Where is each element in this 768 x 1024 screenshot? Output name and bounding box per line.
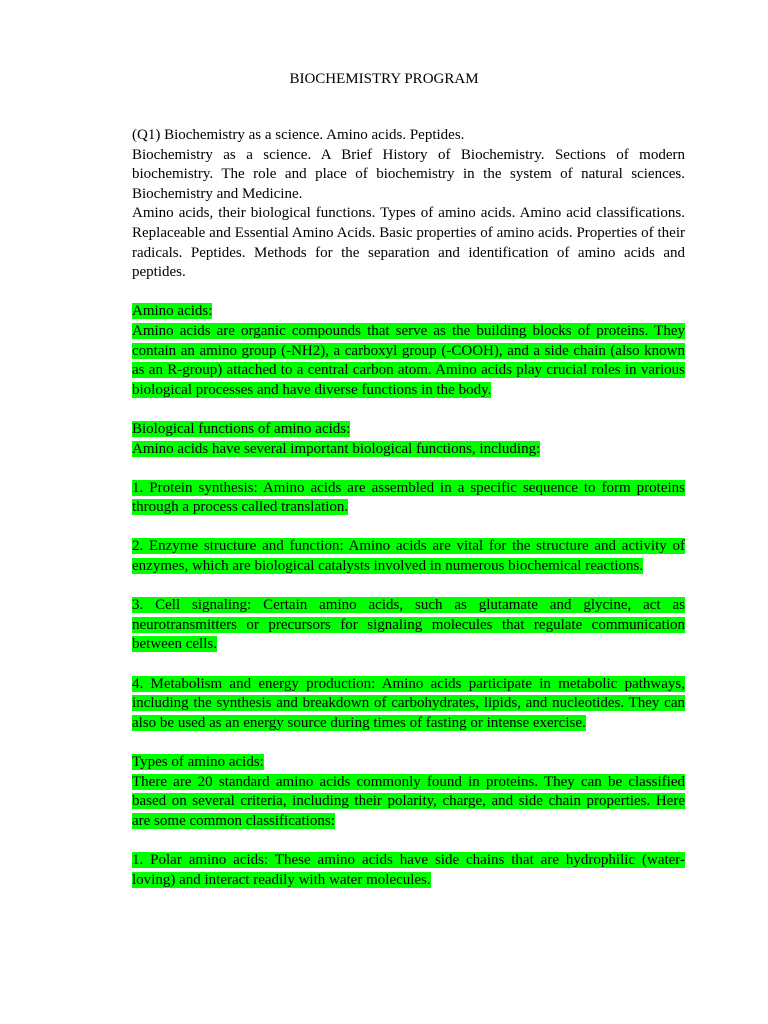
function-item-1: 1. Protein synthesis: Amino acids are assembled in a specific sequence to form proteins through a process called translation. <box>132 479 685 516</box>
intro-paragraph-1: Biochemistry as a science. A Brief History of Biochemistry. Sections of modern biochemistry. The role and place of biochemistry in the system of natural sciences. Biochemistry and Medicine. <box>132 146 685 202</box>
function-item-2: 2. Enzyme structure and function: Amino acids are vital for the structure and activity of enzymes, which are biological catalysts involved in numerous biochemical reactions. <box>132 538 685 575</box>
types-heading: Types of amino acids: <box>132 754 264 770</box>
type-item-1: 1. Polar amino acids: These amino acids have side chains that are hydrophilic (water-loving) and interact readily with water molecules. <box>132 851 685 888</box>
biological-functions-intro: Amino acids have several important biological functions, including: <box>132 440 541 457</box>
document-title: BIOCHEMISTRY PROGRAM <box>289 71 479 87</box>
amino-acids-heading: Amino acids: <box>132 303 213 320</box>
amino-acids-paragraph: Amino acids are organic compounds that serve as the building blocks of proteins. They contain an amino group (-NH2), a carboxyl group (-COOH), and a side chain (also known as an R-group) attached to a central carbon atom. Amino acids play crucial roles in various biological processes and have diverse functions in the body. <box>132 322 685 398</box>
intro-paragraph-2: Amino acids, their biological functions. Types of amino acids. Amino acid classifications. Replaceable and Essential Amino Acids. Basic properties of amino acids. Properties of their radicals. Peptides. Methods for the separation and identification of amino acids and peptides. <box>132 205 685 281</box>
biological-functions-heading: Biological functions of amino acids: <box>132 420 351 437</box>
function-item-4: 4. Metabolism and energy production: Amino acids participate in metabolic pathways, including the synthesis and breakdown of carbohydrates, lipids, and nucleotides. They can also be used as an energy source during times of fasting or intense exercise. <box>132 675 685 731</box>
document-body <box>132 126 685 890</box>
types-paragraph: There are 20 standard amino acids commonly found in proteins. They can be classified based on several criteria, including their polarity, charge, and side chain properties. Here are some common classifications: <box>132 773 685 829</box>
q1-heading: (Q1) Biochemistry as a science. Amino acids. Peptides. <box>132 127 465 143</box>
function-item-3: 3. Cell signaling: Certain amino acids, such as glutamate and glycine, act as neurotransmitters or precursors for signaling molecules that regulate communication between cells. <box>132 597 685 653</box>
